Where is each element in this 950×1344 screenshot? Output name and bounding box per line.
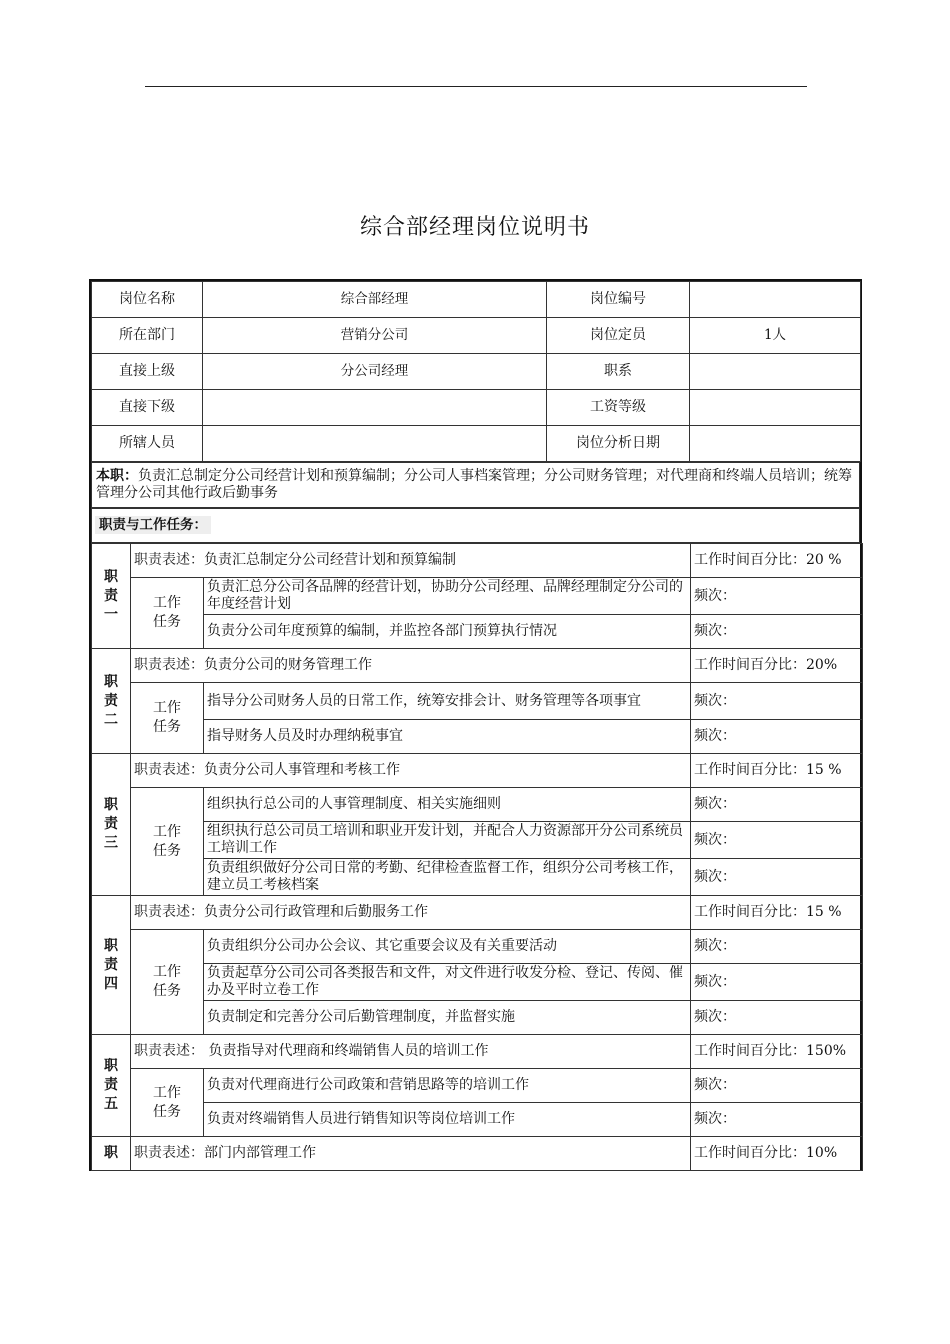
task-row xyxy=(92,822,863,859)
duty-name: 职 责 三 xyxy=(92,754,131,896)
task-label: 工作 任务 xyxy=(131,1069,204,1137)
info-label: 直接上级 xyxy=(92,354,203,390)
info-label: 工资等级 xyxy=(547,390,690,426)
info-value xyxy=(690,282,861,318)
duty-name: 职 责 一 xyxy=(92,544,131,649)
task-frequency: 频次： xyxy=(691,578,863,615)
task-frequency: 频次： xyxy=(691,859,863,896)
task-frequency: 频次： xyxy=(691,822,863,859)
info-label: 岗位分析日期 xyxy=(547,426,690,462)
task-frequency: 频次： xyxy=(691,964,863,1001)
task-frequency: 频次： xyxy=(691,1069,863,1103)
task-label: 工作 任务 xyxy=(131,683,204,754)
task-row xyxy=(92,788,863,822)
task-row xyxy=(92,1103,863,1137)
task-frequency: 频次： xyxy=(691,788,863,822)
duty-percent: 工作时间百分比：150% xyxy=(691,1035,863,1069)
task-text: 指导分公司财务人员的日常工作，统筹安排会计、财务管理等各项事宜 xyxy=(204,683,691,720)
task-frequency: 频次： xyxy=(691,930,863,964)
task-row xyxy=(92,578,863,615)
task-frequency: 频次： xyxy=(691,1001,863,1035)
task-row xyxy=(92,930,863,964)
section-header: 职责与工作任务： xyxy=(95,516,211,534)
duty-statement-row xyxy=(92,1137,863,1171)
info-row xyxy=(92,426,861,462)
job-description-table xyxy=(89,279,862,1171)
task-text: 负责组织分公司办公会议、其它重要会议及有关重要活动 xyxy=(204,930,691,964)
main-duty-label: 本职： xyxy=(96,468,138,484)
section-header-table xyxy=(91,508,860,543)
duty-percent: 工作时间百分比：20% xyxy=(691,649,863,683)
task-row xyxy=(92,964,863,1001)
info-value: 营销分公司 xyxy=(203,318,547,354)
duty-statement-row xyxy=(92,544,863,578)
basic-info-table xyxy=(91,281,861,462)
task-label: 工作 任务 xyxy=(131,578,204,649)
main-duty-cell xyxy=(92,463,860,508)
info-value: 1人 xyxy=(690,318,861,354)
task-text: 负责制定和完善分公司后勤管理制度，并监督实施 xyxy=(204,1001,691,1035)
duty-statement-row xyxy=(92,1035,863,1069)
duty-statement: 职责表述：负责分公司的财务管理工作 xyxy=(131,649,691,683)
info-value xyxy=(690,354,861,390)
task-frequency: 频次： xyxy=(691,615,863,649)
info-label: 职系 xyxy=(547,354,690,390)
info-label: 直接下级 xyxy=(92,390,203,426)
duty-statement-row xyxy=(92,754,863,788)
duty-name: 职 责 二 xyxy=(92,649,131,754)
task-frequency: 频次： xyxy=(691,683,863,720)
duty-statement: 职责表述： 负责指导对代理商和终端销售人员的培训工作 xyxy=(131,1035,691,1069)
task-label: 工作 任务 xyxy=(131,930,204,1035)
task-row xyxy=(92,859,863,896)
task-row xyxy=(92,1069,863,1103)
duty-statement: 职责表述：负责汇总制定分公司经营计划和预算编制 xyxy=(131,544,691,578)
task-text: 负责对代理商进行公司政策和营销思路等的培训工作 xyxy=(204,1069,691,1103)
task-label: 工作 任务 xyxy=(131,788,204,896)
task-text: 负责组织做好分公司日常的考勤、纪律检查监督工作，组织分公司考核工作，建立员工考核档案 xyxy=(204,859,691,896)
task-text: 指导财务人员及时办理纳税事宜 xyxy=(204,720,691,754)
info-label: 岗位定员 xyxy=(547,318,690,354)
duty-percent: 工作时间百分比：15 % xyxy=(691,896,863,930)
task-text: 负责对终端销售人员进行销售知识等岗位培训工作 xyxy=(204,1103,691,1137)
duties-table xyxy=(91,543,863,1171)
duty-percent: 工作时间百分比：10% xyxy=(691,1137,863,1171)
info-row xyxy=(92,354,861,390)
info-label: 岗位编号 xyxy=(547,282,690,318)
task-text: 负责汇总分公司各品牌的经营计划，协助分公司经理、品牌经理制定分公司的年度经营计划 xyxy=(204,578,691,615)
duty-statement: 职责表述：负责分公司行政管理和后勤服务工作 xyxy=(131,896,691,930)
duty-statement: 职责表述：部门内部管理工作 xyxy=(131,1137,691,1171)
task-row xyxy=(92,683,863,720)
info-value xyxy=(690,426,861,462)
header-rule xyxy=(145,86,807,87)
info-row xyxy=(92,390,861,426)
duty-statement: 职责表述：负责分公司人事管理和考核工作 xyxy=(131,754,691,788)
task-row xyxy=(92,720,863,754)
info-value xyxy=(203,390,547,426)
task-text: 负责分公司年度预算的编制，并监控各部门预算执行情况 xyxy=(204,615,691,649)
duty-percent: 工作时间百分比：20 % xyxy=(691,544,863,578)
info-value xyxy=(690,390,861,426)
task-row xyxy=(92,615,863,649)
task-text: 组织执行总公司的人事管理制度、相关实施细则 xyxy=(204,788,691,822)
section-header-cell xyxy=(92,509,860,543)
info-value: 综合部经理 xyxy=(203,282,547,318)
task-frequency: 频次： xyxy=(691,1103,863,1137)
duty-name: 职 xyxy=(92,1137,131,1171)
duty-statement-row xyxy=(92,896,863,930)
info-value xyxy=(203,426,547,462)
task-row xyxy=(92,1001,863,1035)
info-label: 所辖人员 xyxy=(92,426,203,462)
duty-statement-row xyxy=(92,649,863,683)
task-text: 负责起草分公司公司各类报告和文件，对文件进行收发分检、登记、传阅、催办及平时立卷工作 xyxy=(204,964,691,1001)
duty-name: 职 责 五 xyxy=(92,1035,131,1137)
duty-name: 职 责 四 xyxy=(92,896,131,1035)
info-row xyxy=(92,318,861,354)
main-duty-text: 负责汇总制定分公司经营计划和预算编制；分公司人事档案管理；分公司财务管理；对代理商和终端人员培训；统筹管理分公司其他行政后勤事务 xyxy=(96,468,852,501)
info-value: 分公司经理 xyxy=(203,354,547,390)
info-label: 所在部门 xyxy=(92,318,203,354)
info-label: 岗位名称 xyxy=(92,282,203,318)
info-row xyxy=(92,282,861,318)
main-duty-table xyxy=(91,462,860,508)
duty-percent: 工作时间百分比：15 % xyxy=(691,754,863,788)
task-frequency: 频次： xyxy=(691,720,863,754)
task-text: 组织执行总公司员工培训和职业开发计划，并配合人力资源部开分公司系统员工培训工作 xyxy=(204,822,691,859)
page-title: 综合部经理岗位说明书 xyxy=(359,215,590,240)
